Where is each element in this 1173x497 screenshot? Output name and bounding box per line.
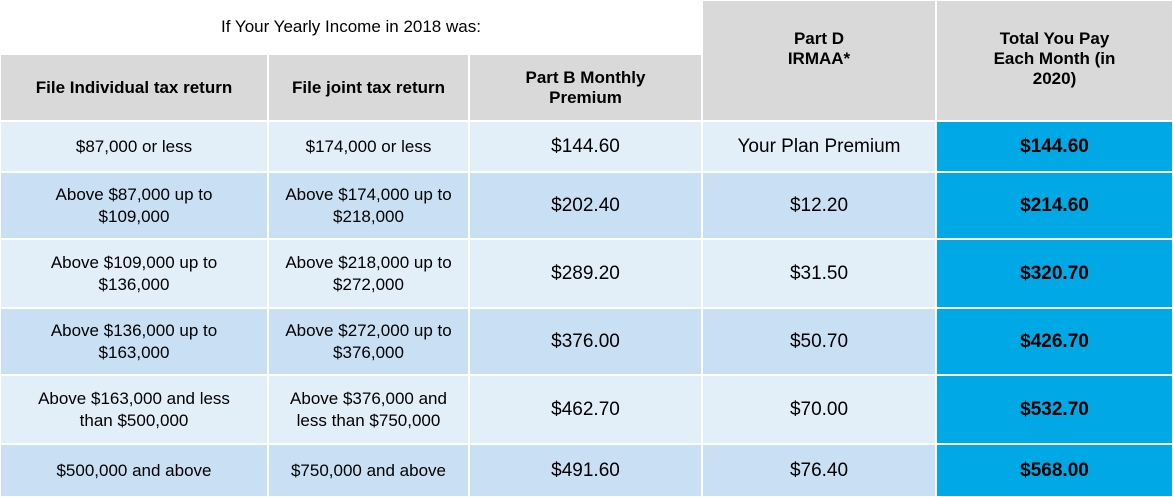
row-5-total: $568.00 [936, 444, 1173, 497]
row-5-partd: $76.40 [702, 444, 936, 497]
table-caption [0, 0, 702, 54]
row-2-individual: Above $109,000 up to $136,000 [0, 239, 268, 308]
row-1-partb: $202.40 [469, 172, 702, 239]
row-4-partd: $70.00 [702, 375, 936, 444]
row-1-joint: Above $174,000 up to $218,000 [268, 172, 469, 239]
row-2-partd: $31.50 [702, 239, 936, 308]
row-4-total: $532.70 [936, 375, 1173, 444]
row-2-total: $320.70 [936, 239, 1173, 308]
row-3-partd: $50.70 [702, 308, 936, 375]
header-partb: Part B Monthly Premium [469, 54, 702, 121]
row-0-joint: $174,000 or less [268, 121, 469, 172]
row-1-partd: $12.20 [702, 172, 936, 239]
row-2-partb: $289.20 [469, 239, 702, 308]
row-3-total: $426.70 [936, 308, 1173, 375]
row-1-total: $214.60 [936, 172, 1173, 239]
header-individual: File Individual tax return [0, 54, 268, 121]
row-2-joint: Above $218,000 up to $272,000 [268, 239, 469, 308]
row-5-individual: $500,000 and above [0, 444, 268, 497]
row-5-partb: $491.60 [469, 444, 702, 497]
row-3-individual: Above $136,000 up to $163,000 [0, 308, 268, 375]
row-4-individual: Above $163,000 and less than $500,000 [0, 375, 268, 444]
header-partd: Part D IRMAA* [702, 0, 936, 121]
row-0-partd: Your Plan Premium [702, 121, 936, 172]
row-5-joint: $750,000 and above [268, 444, 469, 497]
header-joint: File joint tax return [268, 54, 469, 121]
row-3-partb: $376.00 [469, 308, 702, 375]
row-3-joint: Above $272,000 up to $376,000 [268, 308, 469, 375]
caption-text: If Your Yearly Income in 2018 was: [221, 17, 481, 36]
header-total: Total You Pay Each Month (in 2020) [936, 0, 1173, 121]
row-0-total: $144.60 [936, 121, 1173, 172]
row-0-individual: $87,000 or less [0, 121, 268, 172]
row-0-partb: $144.60 [469, 121, 702, 172]
row-4-joint: Above $376,000 and less than $750,000 [268, 375, 469, 444]
row-4-partb: $462.70 [469, 375, 702, 444]
row-1-individual: Above $87,000 up to $109,000 [0, 172, 268, 239]
